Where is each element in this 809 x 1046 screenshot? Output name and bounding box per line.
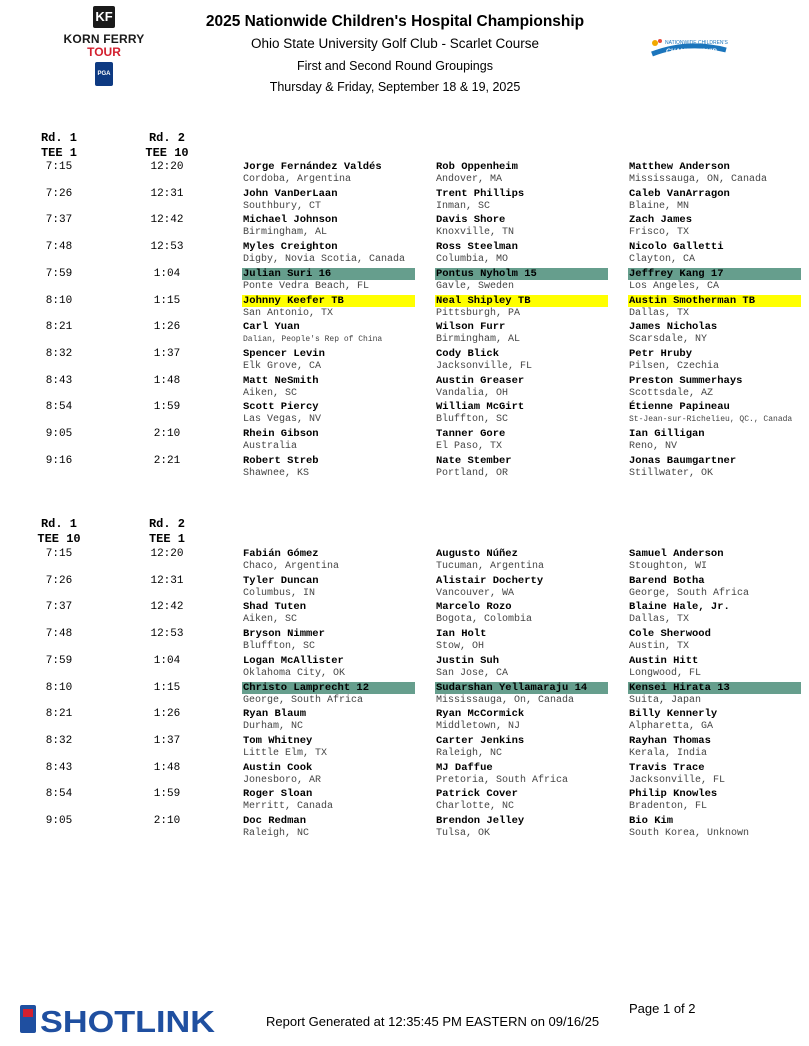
rd2-tee-time: 1:59 bbox=[153, 401, 181, 414]
player-name: Scott Piercy bbox=[243, 401, 319, 414]
player-name: Matt NeSmith bbox=[243, 374, 319, 387]
player-cell bbox=[435, 321, 608, 347]
player-cell bbox=[628, 241, 801, 267]
player-name: Tom Whitney bbox=[243, 734, 313, 747]
player-cell bbox=[242, 655, 415, 681]
player-name: Rhein Gibson bbox=[243, 428, 319, 440]
player-name: Étienne Papineau bbox=[629, 401, 730, 414]
player-name: Logan McAllister bbox=[243, 654, 344, 667]
player-name: Cole Sherwood bbox=[629, 628, 711, 641]
rd1-tee-time: 7:59 bbox=[45, 654, 73, 667]
rd1-tee-time: 7:26 bbox=[45, 574, 73, 587]
rd1-tee-time: 9:05 bbox=[45, 815, 73, 827]
player-cell bbox=[242, 188, 415, 214]
player-cell bbox=[242, 601, 415, 627]
player-hometown: Birmingham, AL bbox=[436, 334, 521, 346]
player-cell bbox=[628, 348, 801, 374]
player-hometown: Chaco, Argentina bbox=[243, 561, 340, 572]
player-name: Zach James bbox=[629, 214, 693, 227]
player-name: MJ Daffue bbox=[436, 761, 493, 774]
rd2-tee-time: 12:20 bbox=[150, 548, 184, 560]
player-name: Rayhan Thomas bbox=[629, 734, 711, 747]
player-hometown: Pilsen, Czechia bbox=[629, 360, 720, 372]
player-cell bbox=[628, 815, 801, 841]
player-cell bbox=[435, 455, 608, 481]
player-name: Doc Redman bbox=[243, 815, 307, 827]
player-name: Kensei Hirata 13 bbox=[628, 682, 801, 694]
player-cell bbox=[435, 375, 608, 401]
player-name: Shad Tuten bbox=[243, 601, 307, 614]
player-cell bbox=[628, 161, 801, 187]
rd2-tee-time: 12:53 bbox=[150, 241, 184, 254]
player-cell bbox=[435, 295, 608, 321]
rd2-tee-time: 1:04 bbox=[153, 267, 181, 280]
player-name: Spencer Levin bbox=[243, 347, 325, 360]
player-hometown: Jonesboro, AR bbox=[243, 774, 322, 786]
player-cell bbox=[628, 548, 801, 574]
player-name: Caleb VanArragon bbox=[629, 187, 730, 200]
player-hometown: Vancouver, WA bbox=[436, 587, 515, 599]
player-name: Julian Suri 16 bbox=[242, 268, 415, 280]
player-hometown: Jacksonville, FL bbox=[436, 360, 533, 372]
player-name: Nicolo Galletti bbox=[629, 241, 724, 254]
player-name: Wilson Furr bbox=[436, 321, 506, 334]
rd1-tee-time: 8:54 bbox=[45, 401, 73, 414]
rd1-tee-time: 8:32 bbox=[45, 734, 73, 747]
player-hometown: Jacksonville, FL bbox=[629, 774, 726, 786]
player-name: William McGirt bbox=[436, 401, 525, 414]
rd1-tee-time: 8:54 bbox=[45, 788, 73, 801]
player-cell bbox=[628, 321, 801, 347]
player-cell bbox=[628, 188, 801, 214]
player-name: Brendon Jelley bbox=[436, 815, 525, 827]
player-cell bbox=[242, 788, 415, 814]
player-cell bbox=[435, 788, 608, 814]
player-name: Rob Oppenheim bbox=[436, 161, 518, 173]
player-hometown: Aiken, SC bbox=[243, 614, 298, 626]
player-cell bbox=[242, 708, 415, 734]
kf-mark-icon: KF bbox=[93, 6, 115, 28]
player-name: Carl Yuan bbox=[243, 321, 300, 334]
player-cell bbox=[242, 401, 415, 427]
rd2-tee-time: 12:31 bbox=[150, 187, 184, 200]
rd1-tee-time: 8:21 bbox=[45, 708, 73, 721]
player-hometown: Cordoba, Argentina bbox=[243, 174, 352, 185]
player-hometown: Los Angeles, CA bbox=[629, 280, 720, 292]
player-cell bbox=[628, 214, 801, 240]
player-name: Roger Sloan bbox=[243, 788, 313, 801]
rd1-label: Rd. 1 bbox=[40, 131, 77, 145]
pga-tour-badge-icon: PGA bbox=[95, 62, 113, 86]
nationwide-childrens-championship-logo bbox=[648, 36, 728, 58]
rd1-tee: TEE 1 bbox=[40, 146, 77, 160]
rd1-tee-time: 7:59 bbox=[45, 267, 73, 280]
player-name: Ryan McCormick bbox=[436, 708, 525, 721]
rd1-tee-time: 7:37 bbox=[45, 214, 73, 227]
rd2-label: Rd. 2 bbox=[148, 131, 185, 145]
player-hometown: Stoughton, WI bbox=[629, 561, 708, 572]
player-cell bbox=[435, 628, 608, 654]
player-cell bbox=[628, 788, 801, 814]
player-name: Jeffrey Kang 17 bbox=[628, 268, 801, 280]
player-hometown: Stillwater, OK bbox=[629, 467, 714, 479]
player-name: Jorge Fernández Valdés bbox=[243, 161, 382, 173]
player-hometown: Columbia, MO bbox=[436, 254, 509, 266]
player-hometown: Longwood, FL bbox=[629, 667, 702, 679]
player-name: Philip Knowles bbox=[629, 788, 718, 801]
rd2-tee-time: 1:48 bbox=[153, 374, 181, 387]
player-name: James Nicholas bbox=[629, 321, 718, 334]
player-hometown: Columbus, IN bbox=[243, 587, 316, 599]
player-hometown: Portland, OR bbox=[436, 467, 509, 479]
player-name: Patrick Cover bbox=[436, 788, 518, 801]
player-hometown: Blaine, MN bbox=[629, 200, 690, 212]
player-name: Preston Summerhays bbox=[629, 374, 743, 387]
player-hometown: San Jose, CA bbox=[436, 667, 509, 679]
player-name: Travis Trace bbox=[629, 761, 705, 774]
player-hometown: Middletown, NJ bbox=[436, 721, 521, 733]
player-hometown: Alpharetta, GA bbox=[629, 721, 714, 733]
player-hometown: Kerala, India bbox=[629, 747, 708, 759]
player-name: Ian Holt bbox=[436, 628, 487, 641]
player-hometown: Shawnee, KS bbox=[243, 467, 310, 479]
player-name: Austin Greaser bbox=[436, 374, 525, 387]
player-hometown: Bluffton, SC bbox=[436, 414, 509, 426]
rd2-tee-time: 1:26 bbox=[153, 321, 181, 334]
header-title-block bbox=[190, 12, 600, 96]
player-hometown: Mississauga, On, Canada bbox=[436, 694, 575, 706]
player-name: Alistair Docherty bbox=[436, 574, 544, 587]
player-cell bbox=[242, 735, 415, 761]
player-name: Billy Kennerly bbox=[629, 708, 718, 721]
player-hometown: Gavle, Sweden bbox=[436, 280, 515, 292]
player-hometown: Raleigh, NC bbox=[436, 747, 503, 759]
rd1-tee: TEE 10 bbox=[37, 532, 81, 546]
section1-rd2-header bbox=[137, 131, 197, 161]
player-cell bbox=[628, 708, 801, 734]
nch-logo-line1: NATIONWIDE CHILDREN'S bbox=[665, 40, 728, 46]
player-hometown: San Antonio, TX bbox=[243, 307, 334, 319]
player-cell bbox=[628, 682, 801, 708]
player-name: Nate Stember bbox=[436, 454, 512, 467]
player-cell bbox=[628, 455, 801, 481]
player-hometown: Elk Grove, CA bbox=[243, 360, 322, 372]
round-info: First and Second Round Groupings bbox=[297, 59, 493, 73]
rd2-tee-time: 2:10 bbox=[153, 428, 181, 440]
player-name: Bio Kim bbox=[629, 815, 674, 827]
player-name: Johnny Keefer TB bbox=[242, 295, 415, 307]
player-hometown: Raleigh, NC bbox=[243, 828, 310, 839]
korn-ferry-tour-logo bbox=[52, 6, 156, 92]
player-hometown: Bogota, Colombia bbox=[436, 614, 533, 626]
player-cell bbox=[628, 268, 801, 294]
rd1-tee-time: 8:10 bbox=[45, 681, 73, 694]
rd2-tee-time: 12:31 bbox=[150, 574, 184, 587]
player-hometown: Southbury, CT bbox=[243, 200, 322, 212]
player-cell bbox=[435, 188, 608, 214]
rd2-tee-time: 12:42 bbox=[150, 214, 184, 227]
page-title: 2025 Nationwide Children's Hospital Championship bbox=[205, 13, 585, 30]
player-name: Tyler Duncan bbox=[243, 574, 319, 587]
player-name: Samuel Anderson bbox=[629, 548, 724, 560]
logo-tour-text: TOUR bbox=[87, 45, 121, 59]
rd2-tee: TEE 10 bbox=[145, 146, 189, 160]
rd2-tee-time: 12:53 bbox=[150, 628, 184, 641]
player-name: Jonas Baumgartner bbox=[629, 454, 737, 467]
rd1-tee-time: 7:48 bbox=[45, 241, 73, 254]
player-name: Trent Phillips bbox=[436, 187, 525, 200]
player-cell bbox=[435, 428, 608, 454]
player-hometown: Oklahoma City, OK bbox=[243, 667, 346, 679]
player-cell bbox=[628, 628, 801, 654]
player-name: Tanner Gore bbox=[436, 428, 506, 440]
player-name: Robert Streb bbox=[243, 454, 319, 467]
shotlink-logo bbox=[20, 1001, 220, 1037]
player-hometown: George, South Africa bbox=[243, 694, 364, 706]
player-name: Fabián Gómez bbox=[243, 548, 319, 560]
dates: Thursday & Friday, September 18 & 19, 2025 bbox=[269, 80, 521, 94]
rd2-tee-time: 12:42 bbox=[150, 601, 184, 614]
player-name: Austin Smotherman TB bbox=[628, 295, 801, 307]
player-hometown: Bluffton, SC bbox=[243, 641, 316, 653]
player-cell bbox=[628, 401, 801, 427]
player-cell bbox=[242, 241, 415, 267]
player-name: Myles Creighton bbox=[243, 241, 338, 254]
rd2-tee-time: 2:10 bbox=[153, 815, 181, 827]
nch-logo-icon bbox=[648, 36, 728, 58]
player-cell bbox=[435, 682, 608, 708]
player-cell bbox=[242, 428, 415, 454]
player-cell bbox=[435, 655, 608, 681]
player-cell bbox=[435, 735, 608, 761]
shotlink-logo-icon bbox=[20, 1001, 220, 1037]
player-cell bbox=[242, 762, 415, 788]
rd1-tee-time: 7:37 bbox=[45, 601, 73, 614]
player-hometown: Tulsa, OK bbox=[436, 828, 491, 839]
player-name: Austin Hitt bbox=[629, 654, 699, 667]
rd1-tee-time: 7:15 bbox=[45, 161, 73, 173]
rd2-tee-time: 1:37 bbox=[153, 347, 181, 360]
player-name: Blaine Hale, Jr. bbox=[629, 601, 730, 614]
player-name: Cody Blick bbox=[436, 347, 500, 360]
player-cell bbox=[628, 428, 801, 454]
player-name: John VanDerLaan bbox=[243, 187, 338, 200]
player-hometown: Dalian, People's Rep of China bbox=[243, 335, 383, 345]
player-hometown: St-Jean-sur-Richelieu, QC., Canada bbox=[629, 415, 793, 425]
player-cell bbox=[242, 295, 415, 321]
player-hometown: Inman, SC bbox=[436, 200, 491, 212]
player-name: Ryan Blaum bbox=[243, 708, 307, 721]
player-hometown: Reno, NV bbox=[629, 441, 678, 452]
player-cell bbox=[435, 815, 608, 841]
rd2-tee-time: 1:04 bbox=[153, 654, 181, 667]
rd2-tee-time: 1:48 bbox=[153, 761, 181, 774]
player-cell bbox=[435, 268, 608, 294]
player-hometown: Birmingham, AL bbox=[243, 227, 328, 239]
player-name: Christo Lamprecht 12 bbox=[242, 682, 415, 694]
player-name: Matthew Anderson bbox=[629, 161, 730, 173]
rd2-tee-time: 1:26 bbox=[153, 708, 181, 721]
player-name: Carter Jenkins bbox=[436, 734, 525, 747]
rd2-tee-time: 1:59 bbox=[153, 788, 181, 801]
rd1-tee-time: 8:21 bbox=[45, 321, 73, 334]
player-name: Petr Hruby bbox=[629, 347, 693, 360]
player-name: Bryson Nimmer bbox=[243, 628, 325, 641]
player-cell bbox=[628, 295, 801, 321]
rd1-tee-time: 9:16 bbox=[45, 454, 73, 467]
player-name: Barend Botha bbox=[629, 574, 705, 587]
player-name: Michael Johnson bbox=[243, 214, 338, 227]
player-cell bbox=[242, 348, 415, 374]
rd1-tee-time: 8:32 bbox=[45, 347, 73, 360]
rd2-tee-time: 1:15 bbox=[153, 294, 181, 307]
player-hometown: Austin, TX bbox=[629, 641, 690, 653]
rd1-tee-time: 9:05 bbox=[45, 428, 73, 440]
player-hometown: Vandalia, OH bbox=[436, 387, 509, 399]
player-hometown: George, South Africa bbox=[629, 587, 750, 599]
player-name: Augusto Núñez bbox=[436, 548, 518, 560]
player-hometown: Frisco, TX bbox=[629, 227, 690, 239]
player-cell bbox=[242, 455, 415, 481]
player-cell bbox=[628, 575, 801, 601]
player-hometown: Suita, Japan bbox=[629, 694, 702, 706]
player-cell bbox=[435, 708, 608, 734]
player-hometown: Charlotte, NC bbox=[436, 801, 515, 813]
player-hometown: Scarsdale, NY bbox=[629, 334, 708, 346]
rd1-label: Rd. 1 bbox=[40, 517, 77, 531]
player-hometown: Dallas, TX bbox=[629, 307, 690, 319]
player-cell bbox=[435, 241, 608, 267]
player-hometown: Durham, NC bbox=[243, 721, 304, 733]
player-cell bbox=[435, 348, 608, 374]
player-hometown: Aiken, SC bbox=[243, 387, 298, 399]
rd2-tee-time: 1:15 bbox=[153, 681, 181, 694]
player-hometown: Scottsdale, AZ bbox=[629, 387, 714, 399]
player-hometown: Digby, Novia Scotia, Canada bbox=[243, 254, 406, 266]
report-generated: Report Generated at 12:35:45 PM EASTERN on 09/16/25 bbox=[266, 1014, 600, 1029]
rd2-tee-time: 2:21 bbox=[153, 454, 181, 467]
player-hometown: Andover, MA bbox=[436, 174, 503, 185]
rd2-tee-time: 1:37 bbox=[153, 734, 181, 747]
rd2-label: Rd. 2 bbox=[148, 517, 185, 531]
player-name: Ian Gilligan bbox=[629, 428, 705, 440]
player-name: Ross Steelman bbox=[436, 241, 518, 254]
venue: Ohio State University Golf Club - Scarlet Course bbox=[250, 36, 540, 51]
player-name: Neal Shipley TB bbox=[435, 295, 608, 307]
player-cell bbox=[435, 161, 608, 187]
player-cell bbox=[242, 815, 415, 841]
player-name: Justin Suh bbox=[436, 654, 500, 667]
player-cell bbox=[242, 575, 415, 601]
rd1-tee-time: 7:15 bbox=[45, 548, 73, 560]
player-cell bbox=[435, 214, 608, 240]
rd1-tee-time: 8:43 bbox=[45, 374, 73, 387]
player-cell bbox=[242, 682, 415, 708]
player-name: Austin Cook bbox=[243, 761, 313, 774]
nch-logo-line2: CHAMPIONSHIP bbox=[666, 48, 717, 55]
player-hometown: El Paso, TX bbox=[436, 441, 503, 452]
player-cell bbox=[242, 548, 415, 574]
player-hometown: Bradenton, FL bbox=[629, 801, 708, 813]
player-name: Marcelo Rozo bbox=[436, 601, 512, 614]
player-name: Pontus Nyholm 15 bbox=[435, 268, 608, 280]
player-cell bbox=[435, 575, 608, 601]
player-hometown: Pittsburgh, PA bbox=[436, 307, 521, 319]
player-cell bbox=[435, 548, 608, 574]
player-hometown: Merritt, Canada bbox=[243, 801, 334, 813]
rd1-tee-time: 7:48 bbox=[45, 628, 73, 641]
rd1-tee-time: 7:26 bbox=[45, 187, 73, 200]
player-cell bbox=[628, 762, 801, 788]
player-cell bbox=[242, 375, 415, 401]
player-cell bbox=[628, 375, 801, 401]
player-cell bbox=[242, 214, 415, 240]
player-hometown: Pretoria, South Africa bbox=[436, 774, 569, 786]
player-hometown: Mississauga, ON, Canada bbox=[629, 174, 768, 185]
player-name: Sudarshan Yellamaraju 14 bbox=[435, 682, 608, 694]
player-cell bbox=[242, 268, 415, 294]
player-hometown: Knoxville, TN bbox=[436, 227, 515, 239]
player-hometown: Stow, OH bbox=[436, 641, 485, 653]
player-hometown: Dallas, TX bbox=[629, 614, 690, 626]
player-hometown: South Korea, Unknown bbox=[629, 828, 750, 839]
logo-korn-ferry-text: KORN FERRY bbox=[63, 32, 145, 46]
section1-rd1-header bbox=[29, 131, 89, 161]
page-number: Page 1 of 2 bbox=[629, 1001, 696, 1016]
player-hometown: Las Vegas, NV bbox=[243, 414, 322, 426]
rd2-tee-time: 12:20 bbox=[150, 161, 184, 173]
shotlink-text: SHOTLINK bbox=[40, 1004, 216, 1037]
player-cell bbox=[242, 161, 415, 187]
player-hometown: Little Elm, TX bbox=[243, 747, 328, 759]
player-hometown: Tucuman, Argentina bbox=[436, 561, 545, 572]
player-hometown: Ponte Vedra Beach, FL bbox=[243, 280, 370, 292]
player-cell bbox=[435, 601, 608, 627]
player-cell bbox=[242, 321, 415, 347]
player-hometown: Australia bbox=[243, 441, 298, 452]
player-cell bbox=[628, 601, 801, 627]
rd1-tee-time: 8:43 bbox=[45, 761, 73, 774]
rd2-tee: TEE 1 bbox=[148, 532, 185, 546]
player-cell bbox=[435, 401, 608, 427]
rd1-tee-time: 8:10 bbox=[45, 294, 73, 307]
player-cell bbox=[435, 762, 608, 788]
player-cell bbox=[242, 628, 415, 654]
player-cell bbox=[628, 655, 801, 681]
section2-rd2-header bbox=[137, 517, 197, 547]
player-cell bbox=[628, 735, 801, 761]
player-hometown: Clayton, CA bbox=[629, 254, 696, 266]
player-name: Davis Shore bbox=[436, 214, 506, 227]
section2-rd1-header bbox=[29, 517, 89, 547]
